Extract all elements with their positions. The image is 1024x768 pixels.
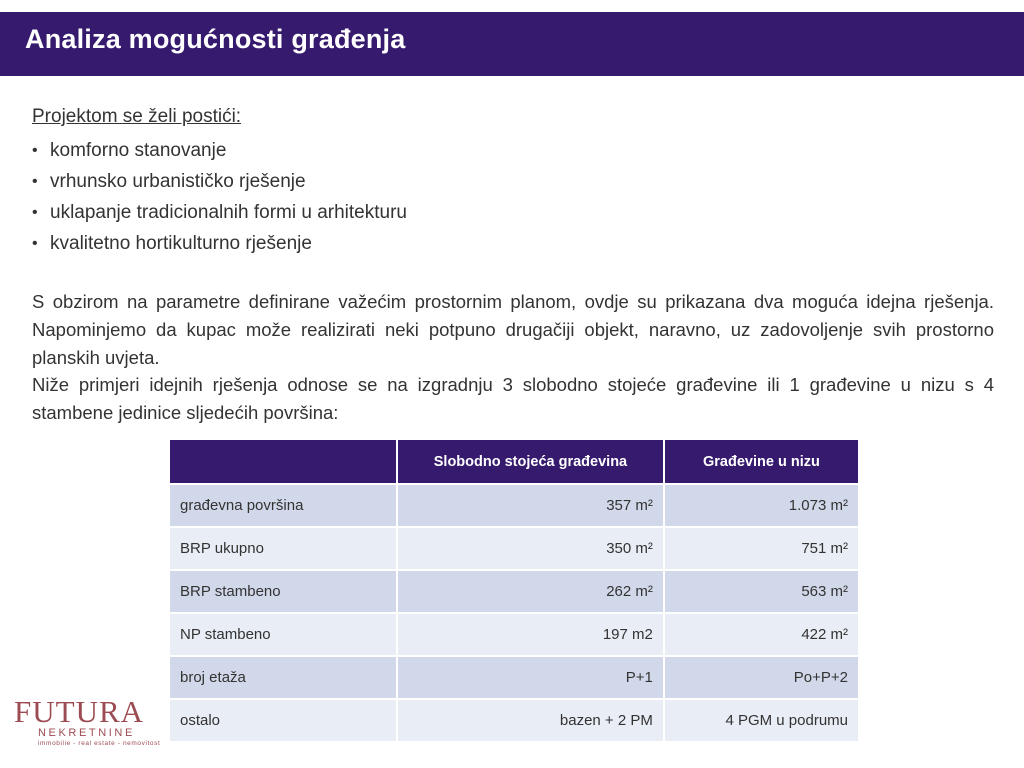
bullet-icon: • xyxy=(32,173,38,190)
detached-value: 262 m² xyxy=(397,570,664,613)
bullet-icon: • xyxy=(32,204,38,221)
logo-tagline: immobilie - real estate - nemovitost xyxy=(38,740,161,747)
detached-value: 357 m² xyxy=(397,484,664,527)
table-row xyxy=(170,484,858,527)
header-cell-empty xyxy=(170,440,397,484)
table-row xyxy=(170,527,858,570)
detached-value: 197 m2 xyxy=(397,613,664,656)
row-label: BRP ukupno xyxy=(170,527,397,570)
row-label: građevna površina xyxy=(170,484,397,527)
list-item xyxy=(32,166,407,197)
goal-text: kvalitetno hortikulturno rješenje xyxy=(50,233,312,254)
bullet-icon: • xyxy=(32,142,38,159)
row-houses-value: Po+P+2 xyxy=(664,656,858,699)
row-label: NP stambeno xyxy=(170,613,397,656)
detached-value: 350 m² xyxy=(397,527,664,570)
comparison-table xyxy=(170,440,858,741)
examples-paragraph: Niže primjeri idejnih rješenja odnose se na izgradnju 3 slobodno stojeće građevine ili 1 građevine u nizu s 4 stambene jedinice sljedećih površina: xyxy=(32,374,994,423)
goal-text: komforno stanovanje xyxy=(50,140,227,161)
futura-logo xyxy=(14,696,170,752)
list-item xyxy=(32,228,407,259)
table-row xyxy=(170,699,858,741)
row-houses-value: 422 m² xyxy=(664,613,858,656)
row-label: BRP stambeno xyxy=(170,570,397,613)
row-houses-value: 751 m² xyxy=(664,527,858,570)
table-row xyxy=(170,570,858,613)
slide-title: Analiza mogućnosti građenja xyxy=(25,24,406,54)
detached-value: P+1 xyxy=(397,656,664,699)
goals-section xyxy=(32,103,407,259)
bullet-icon: • xyxy=(32,235,38,252)
row-houses-value: 4 PGM u podrumu xyxy=(664,699,858,741)
table-row xyxy=(170,613,858,656)
row-label: ostalo xyxy=(170,699,397,741)
intro-paragraph: S obzirom na parametre definirane važećim prostornim planom, ovdje su prikazana dva moguća idejna rješenja. Napominjemo da kupac može realizirati neki potpuno drugačiji objekt, naravno, uz zadovoljenje svih prostorno planskih uvjeta. xyxy=(32,291,994,368)
header-row-houses: Građevine u nizu xyxy=(664,440,858,484)
logo-wordmark: FUTURA xyxy=(14,694,145,729)
logo-subtitle: NEKRETNINE xyxy=(38,727,135,739)
list-item xyxy=(32,197,407,228)
detached-value: bazen + 2 PM xyxy=(397,699,664,741)
list-item xyxy=(32,135,407,166)
goals-heading: Projektom se želi postići: xyxy=(32,106,242,127)
goal-text: vrhunsko urbanističko rješenje xyxy=(50,171,306,192)
header-detached-building: Slobodno stojeća građevina xyxy=(397,440,664,484)
table-row xyxy=(170,656,858,699)
row-houses-value: 563 m² xyxy=(664,570,858,613)
row-houses-value: 1.073 m² xyxy=(664,484,858,527)
table-header-row xyxy=(170,440,858,484)
goal-text: uklapanje tradicionalnih formi u arhitekturu xyxy=(50,202,407,223)
row-label: broj etaža xyxy=(170,656,397,699)
goals-list xyxy=(32,135,407,259)
